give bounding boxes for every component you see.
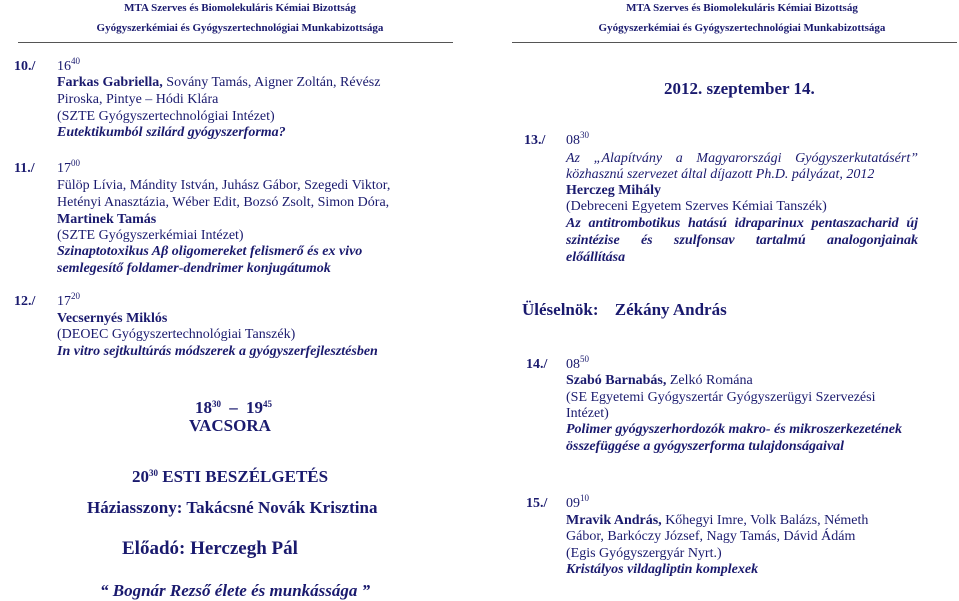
talk-13-institution: (Debreceni Egyetem Szerves Kémiai Tanszék) bbox=[566, 199, 827, 214]
dinner-start-hour: 18 bbox=[195, 398, 212, 417]
talk-15-authors-line1 bbox=[566, 513, 868, 529]
header-right bbox=[542, 0, 942, 36]
talk-10-time bbox=[57, 56, 80, 75]
talk-14-coauthors: Zelkó Romána bbox=[666, 373, 753, 388]
talk-13-hour: 08 bbox=[566, 133, 580, 148]
talk-14-authors bbox=[566, 373, 753, 389]
talk-14-hour: 08 bbox=[566, 357, 580, 372]
talk-12-minute: 20 bbox=[71, 291, 80, 301]
talk-15-authors-line2: Gábor, Barkóczy József, Nagy Tamás, Dávid Ádám bbox=[566, 529, 856, 544]
talk-13-minute: 30 bbox=[580, 130, 589, 140]
talk-15-time bbox=[566, 493, 589, 512]
talk-10-number: 10./ bbox=[14, 59, 36, 74]
talk-15-minute: 10 bbox=[580, 493, 589, 503]
talk-13-award-line2: közhasznú szervezet által díjazott Ph.D. pályázat, 2012 bbox=[566, 167, 875, 182]
talk-11-presenter: Martinek Tamás bbox=[57, 212, 157, 227]
header-right-line1: MTA Szerves és Biomolekuláris Kémiai Bizottság bbox=[626, 2, 858, 14]
dinner-start-minute: 30 bbox=[212, 399, 221, 409]
dinner-dash: – bbox=[229, 398, 238, 417]
talk-15-title: Kristályos vildagliptin komplexek bbox=[566, 562, 759, 577]
talk-14-presenter: Szabó Barnabás, bbox=[566, 373, 667, 388]
talk-10-title: Eutektikumból szilárd gyógyszerforma? bbox=[57, 125, 286, 140]
evening-minute: 30 bbox=[149, 468, 158, 478]
talk-10-coauthors: Sovány Tamás, Aigner Zoltán, Révész bbox=[162, 75, 381, 90]
talk-10-authors-line2: Piroska, Pintye – Hódi Klára bbox=[57, 92, 219, 107]
talk-10-authors-line1 bbox=[57, 75, 380, 91]
evening-label: ESTI BESZÉLGETÉS bbox=[162, 467, 329, 486]
talk-15-hour: 09 bbox=[566, 496, 580, 511]
talk-14-time bbox=[566, 354, 589, 373]
talk-14-minute: 50 bbox=[580, 354, 589, 364]
evening-speaker: Előadó: Herczegh Pál bbox=[122, 538, 298, 559]
talk-12-presenter: Vecsernyés Miklós bbox=[57, 311, 168, 326]
talk-13-title-line3: előállítása bbox=[566, 250, 626, 265]
talk-13-title-line2: szintézise és szulfonsav tartalmú analogonjainak bbox=[566, 233, 918, 248]
talk-12-time bbox=[57, 291, 80, 310]
evening-host: Háziasszony: Takácsné Novák Krisztina bbox=[87, 498, 378, 517]
talk-10-minute: 40 bbox=[71, 56, 80, 66]
day-date: 2012. szeptember 14. bbox=[664, 79, 815, 98]
talk-13-title-line1: Az antitrombotikus hatású idraparinux pentaszacharid új bbox=[566, 216, 918, 231]
talk-15-coauthors: Kőhegyi Imre, Volk Balázs, Németh bbox=[661, 513, 869, 528]
talk-12-title: In vitro sejtkultúrás módszerek a gyógyszerfejlesztésben bbox=[57, 344, 378, 359]
talk-11-minute: 00 bbox=[71, 158, 80, 168]
talk-12-number: 12./ bbox=[14, 294, 36, 309]
talk-13-time bbox=[566, 130, 589, 149]
talk-11-title-line1: Szinaptotoxikus Aβ oligomereket felismerő és ex vivo bbox=[57, 244, 363, 259]
header-left-line2: Gyógyszerkémiai és Gyógyszertechnológiai Munkabizottsága bbox=[96, 22, 384, 34]
header-left-rule bbox=[18, 42, 453, 43]
talk-10-hour: 16 bbox=[57, 59, 71, 74]
talk-11-hour: 17 bbox=[57, 161, 71, 176]
evening-talk-title: “ Bognár Rezső élete és munkássága ” bbox=[100, 581, 371, 600]
talk-11-institution: (SZTE Gyógyszerkémiai Intézet) bbox=[57, 228, 244, 243]
dinner-end-minute: 45 bbox=[263, 399, 272, 409]
talk-15-presenter: Mravik András, bbox=[566, 513, 662, 528]
talk-11-time bbox=[57, 158, 80, 177]
talk-14-institution-line2: Intézet) bbox=[566, 406, 609, 421]
talk-10-institution: (SZTE Gyógyszertechnológiai Intézet) bbox=[57, 109, 275, 124]
talk-11-authors-line2: Hetényi Anasztázia, Wéber Edit, Bozsó Zsolt, Simon Dóra, bbox=[57, 195, 390, 210]
talk-14-title-line1: Polimer gyógyszerhordozók makro- és mikroszerkezetének bbox=[566, 422, 902, 437]
talk-13-number: 13./ bbox=[524, 133, 546, 148]
talk-11-title-line2: semlegesítő foldamer-dendrimer konjugátumok bbox=[57, 261, 331, 276]
talk-14-institution-line1: (SE Egyetemi Gyógyszertár Gyógyszerügyi Szervezési bbox=[566, 390, 876, 405]
header-left-line1: MTA Szerves és Biomolekuláris Kémiai Bizottság bbox=[124, 2, 356, 14]
talk-11-number: 11./ bbox=[14, 161, 35, 176]
talk-15-number: 15./ bbox=[526, 496, 548, 511]
talk-11-authors-line1: Fülöp Lívia, Mándity István, Juhász Gábor, Szegedi Viktor, bbox=[57, 178, 391, 193]
session-chair-label: Üléselnök: bbox=[522, 300, 599, 319]
session-chair-name: Zékány András bbox=[614, 300, 727, 319]
dinner-time bbox=[195, 398, 272, 418]
talk-10-presenter: Farkas Gabriella, bbox=[57, 75, 163, 90]
evening-hour: 20 bbox=[132, 467, 149, 486]
header-right-line2: Gyógyszerkémiai és Gyógyszertechnológiai Munkabizottsága bbox=[598, 22, 886, 34]
talk-14-number: 14./ bbox=[526, 357, 548, 372]
talk-15-institution: (Egis Gyógyszergyár Nyrt.) bbox=[566, 546, 722, 561]
talk-14-title-line2: összefüggése a gyógyszerforma tulajdonságaival bbox=[566, 439, 845, 454]
dinner-end-hour: 19 bbox=[246, 398, 263, 417]
talk-12-institution: (DEOEC Gyógyszertechnológiai Tanszék) bbox=[57, 327, 296, 342]
talk-13-award-line1: Az „Alapítvány a Magyarországi Gyógyszerkutatásért” bbox=[566, 151, 918, 166]
evening-heading bbox=[132, 467, 328, 487]
talk-13-presenter: Herczeg Mihály bbox=[566, 183, 661, 198]
header-left bbox=[40, 0, 440, 36]
talk-12-hour: 17 bbox=[57, 294, 71, 309]
session-chair bbox=[522, 300, 727, 320]
dinner-label: VACSORA bbox=[189, 416, 271, 435]
header-right-rule bbox=[512, 42, 957, 43]
